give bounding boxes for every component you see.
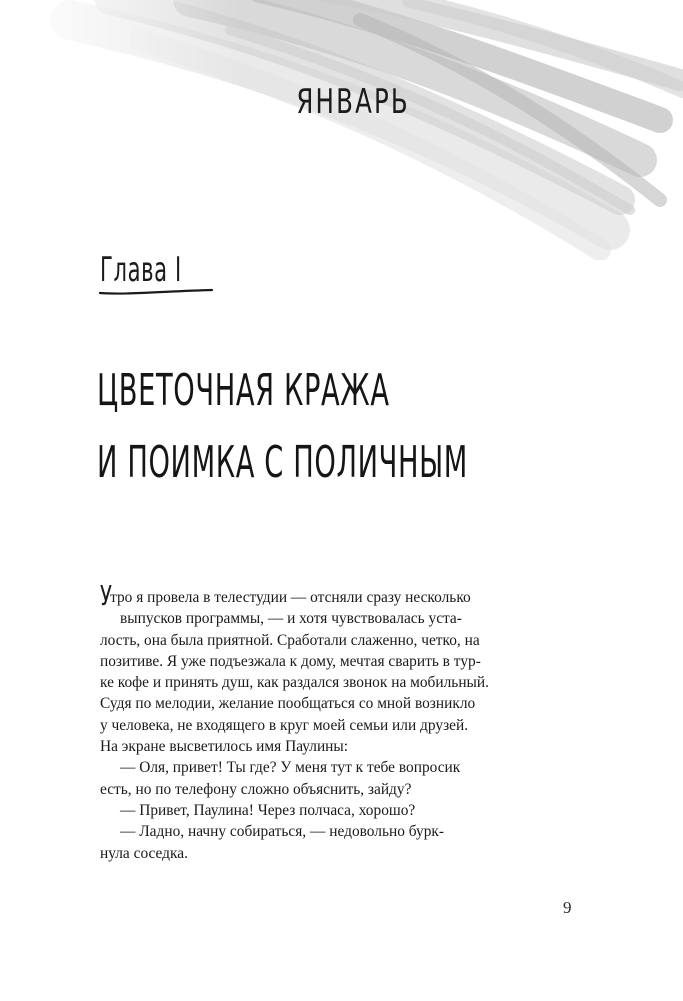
body-line-7: у человека, не входящего в круг моей семьи или друзей. (100, 716, 469, 734)
body-line-9: — Оля, привет! Ты где? У меня тут к тебе вопросик (120, 759, 461, 777)
body-line-3: лость, она была приятной. Сработали слаженно, четко, на (100, 631, 480, 649)
body-line-4: позитиве. Я уже подъезжала к дому, мечтая сварить в тур- (100, 652, 481, 670)
chapter-label: Глава I (100, 250, 182, 290)
body-line-2: выпусков программы, — и хотя чувствовалась уста- (120, 610, 462, 628)
body-line-8: На экране высветилось имя Паулины: (100, 738, 349, 756)
body-line-1 (100, 579, 490, 612)
body-line-12: — Ладно, начну собираться, — недовольно бурк- (120, 823, 445, 841)
body-line-5: ке кофе и принять душ, как раздался звонок на мобильный. (100, 674, 489, 692)
chapter-title-line-1: ЦВЕТОЧНАЯ КРАЖА (97, 365, 390, 416)
chapter-underline (98, 286, 214, 298)
body-line-1-text: тро я провела в телестудии — отсняли сразу несколько (110, 589, 471, 606)
body-line-11: — Привет, Паулина! Через полчаса, хорошо? (120, 801, 416, 819)
body-line-10: есть, но по телефону сложно объяснить, зайду? (100, 780, 412, 798)
page-number: 9 (563, 898, 572, 917)
brush-stroke-decoration (0, 0, 683, 260)
chapter-title-line-2: И ПОИМКА С ПОЛИЧНЫМ (97, 437, 468, 488)
body-line-6: Судя по мелодии, желание пообщаться со мной возникло (100, 695, 476, 713)
body-text (100, 579, 490, 864)
body-line-13: нула соседка. (100, 844, 188, 862)
drop-cap: У (100, 579, 112, 612)
month-heading: ЯНВАРЬ (296, 82, 410, 122)
